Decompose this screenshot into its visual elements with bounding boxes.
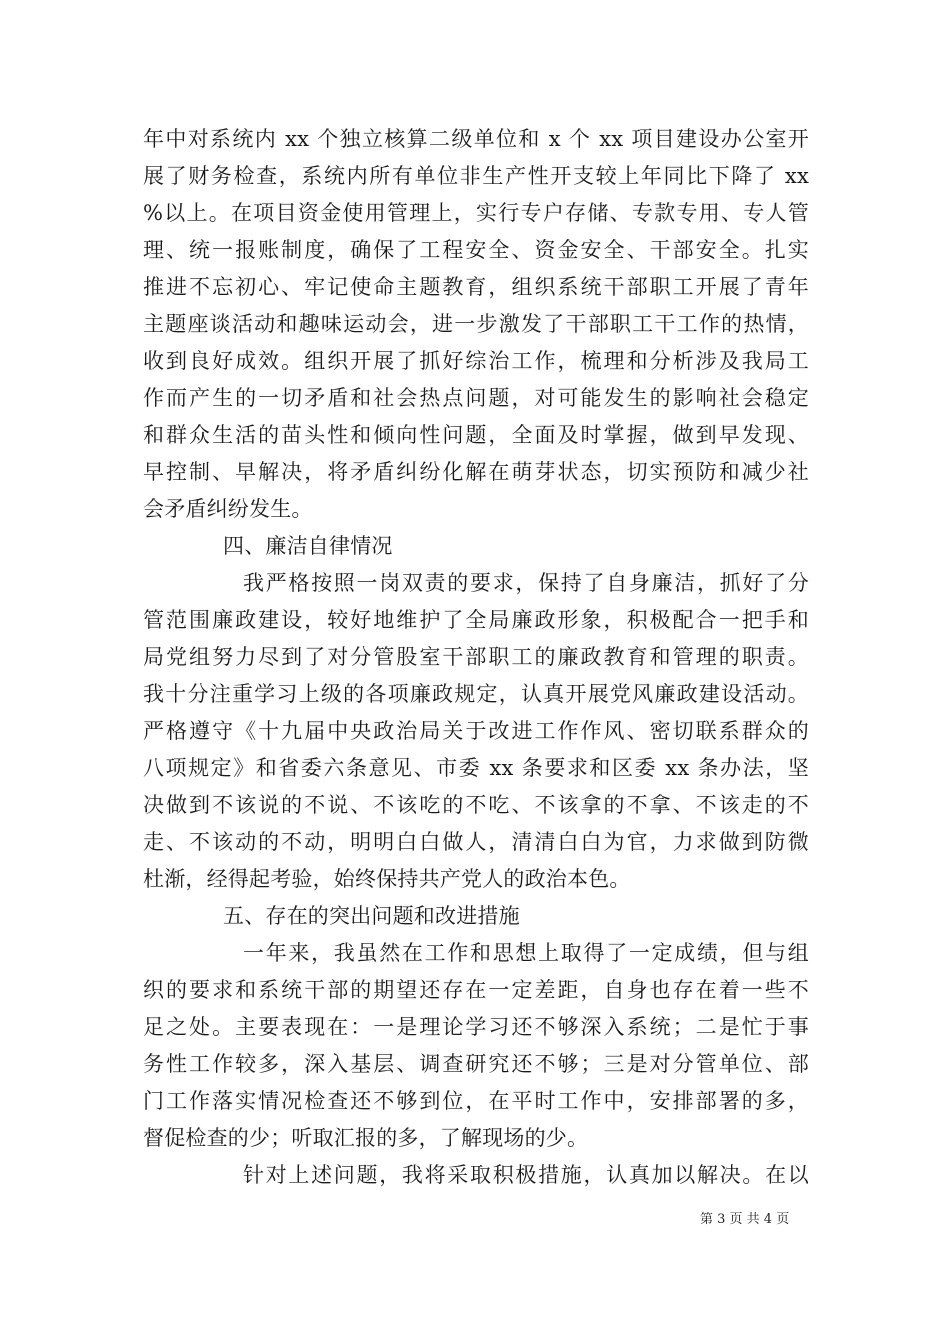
text-line: 展了财务检查，系统内所有单位非生产性开支较上年同比下降了 xx (143, 164, 809, 188)
text-line: 收到良好成效。组织开展了抓好综治工作，梳理和分析涉及我局工 (143, 349, 809, 373)
text-line: 和群众生活的苗头性和倾向性问题，全面及时掌握，做到早发现、 (143, 423, 809, 447)
page-number: 第 3 页 共 4 页 (700, 1212, 790, 1227)
text-line: 理、统一报账制度，确保了工程安全、资金安全、干部安全。扎实 (143, 238, 809, 262)
text-line: 八项规定》和省委六条意见、市委 xx 条要求和区委 xx 条办法，坚 (143, 756, 809, 780)
text-line: 织的要求和系统干部的期望还存在一定差距，自身也存在着一些不 (143, 978, 809, 1002)
text-line: 局党组努力尽到了对分管股室干部职工的廉政教育和管理的职责。 (143, 645, 809, 669)
text-line: 督促检查的少；听取汇报的多，了解现场的少。 (143, 1126, 589, 1150)
text-line: 门工作落实情况检查还不够到位，在平时工作中，安排部署的多， (143, 1089, 809, 1113)
paragraph-finance-and-stability (143, 121, 809, 528)
document-body (143, 121, 809, 1194)
text-line: %以上。在项目资金使用管理上，实行专户存储、专款专用、专人管 (143, 201, 809, 225)
text-line: 严格遵守《十九届中央政治局关于改进工作作风、密切联系群众的 (143, 719, 809, 743)
paragraph-problems (143, 935, 809, 1157)
text-line: 足之处。主要表现在：一是理论学习还不够深入系统；二是忙于事 (143, 1015, 809, 1039)
text-line: 杜渐，经得起考验，始终保持共产党人的政治本色。 (143, 867, 631, 891)
text-line: 务性工作较多，深入基层、调查研究还不够；三是对分管单位、部 (143, 1052, 809, 1076)
text-line: 主题座谈活动和趣味运动会，进一步激发了干部职工干工作的热情， (143, 312, 809, 336)
text-line: 决做到不该说的不说、不该吃的不吃、不该拿的不拿、不该走的不 (143, 793, 809, 817)
text-line: 推进不忘初心、牢记使命主题教育，组织系统干部职工开展了青年 (143, 275, 809, 299)
text-line: 作而产生的一切矛盾和社会热点问题，对可能发生的影响社会稳定 (143, 386, 809, 410)
paragraph-measures (143, 1157, 809, 1194)
text-line: 年中对系统内 xx 个独立核算二级单位和 x 个 xx 项目建设办公室开 (143, 127, 809, 151)
text-line: 管范围廉政建设，较好地维护了全局廉政形象，积极配合一把手和 (143, 608, 809, 632)
text-line: 走、不该动的不动，明明白白做人，清清白白为官，力求做到防微 (143, 830, 809, 854)
section-heading-5: 五、存在的突出问题和改进措施 (223, 904, 520, 928)
text-line: 我严格按照一岗双责的要求，保持了自身廉洁，抓好了分 (243, 571, 809, 595)
paragraph-integrity (143, 565, 809, 898)
section-heading-4: 四、廉洁自律情况 (223, 534, 393, 558)
text-line: 一年来，我虽然在工作和思想上取得了一定成绩，但与组 (243, 941, 809, 965)
text-line: 会矛盾纠纷发生。 (143, 497, 313, 521)
text-line: 我十分注重学习上级的各项廉政规定，认真开展党风廉政建设活动。 (143, 682, 809, 706)
text-line: 针对上述问题，我将采取积极措施，认真加以解决。在以 (243, 1163, 809, 1187)
text-line: 早控制、早解决，将矛盾纠纷化解在萌芽状态，切实预防和减少社 (143, 460, 809, 484)
